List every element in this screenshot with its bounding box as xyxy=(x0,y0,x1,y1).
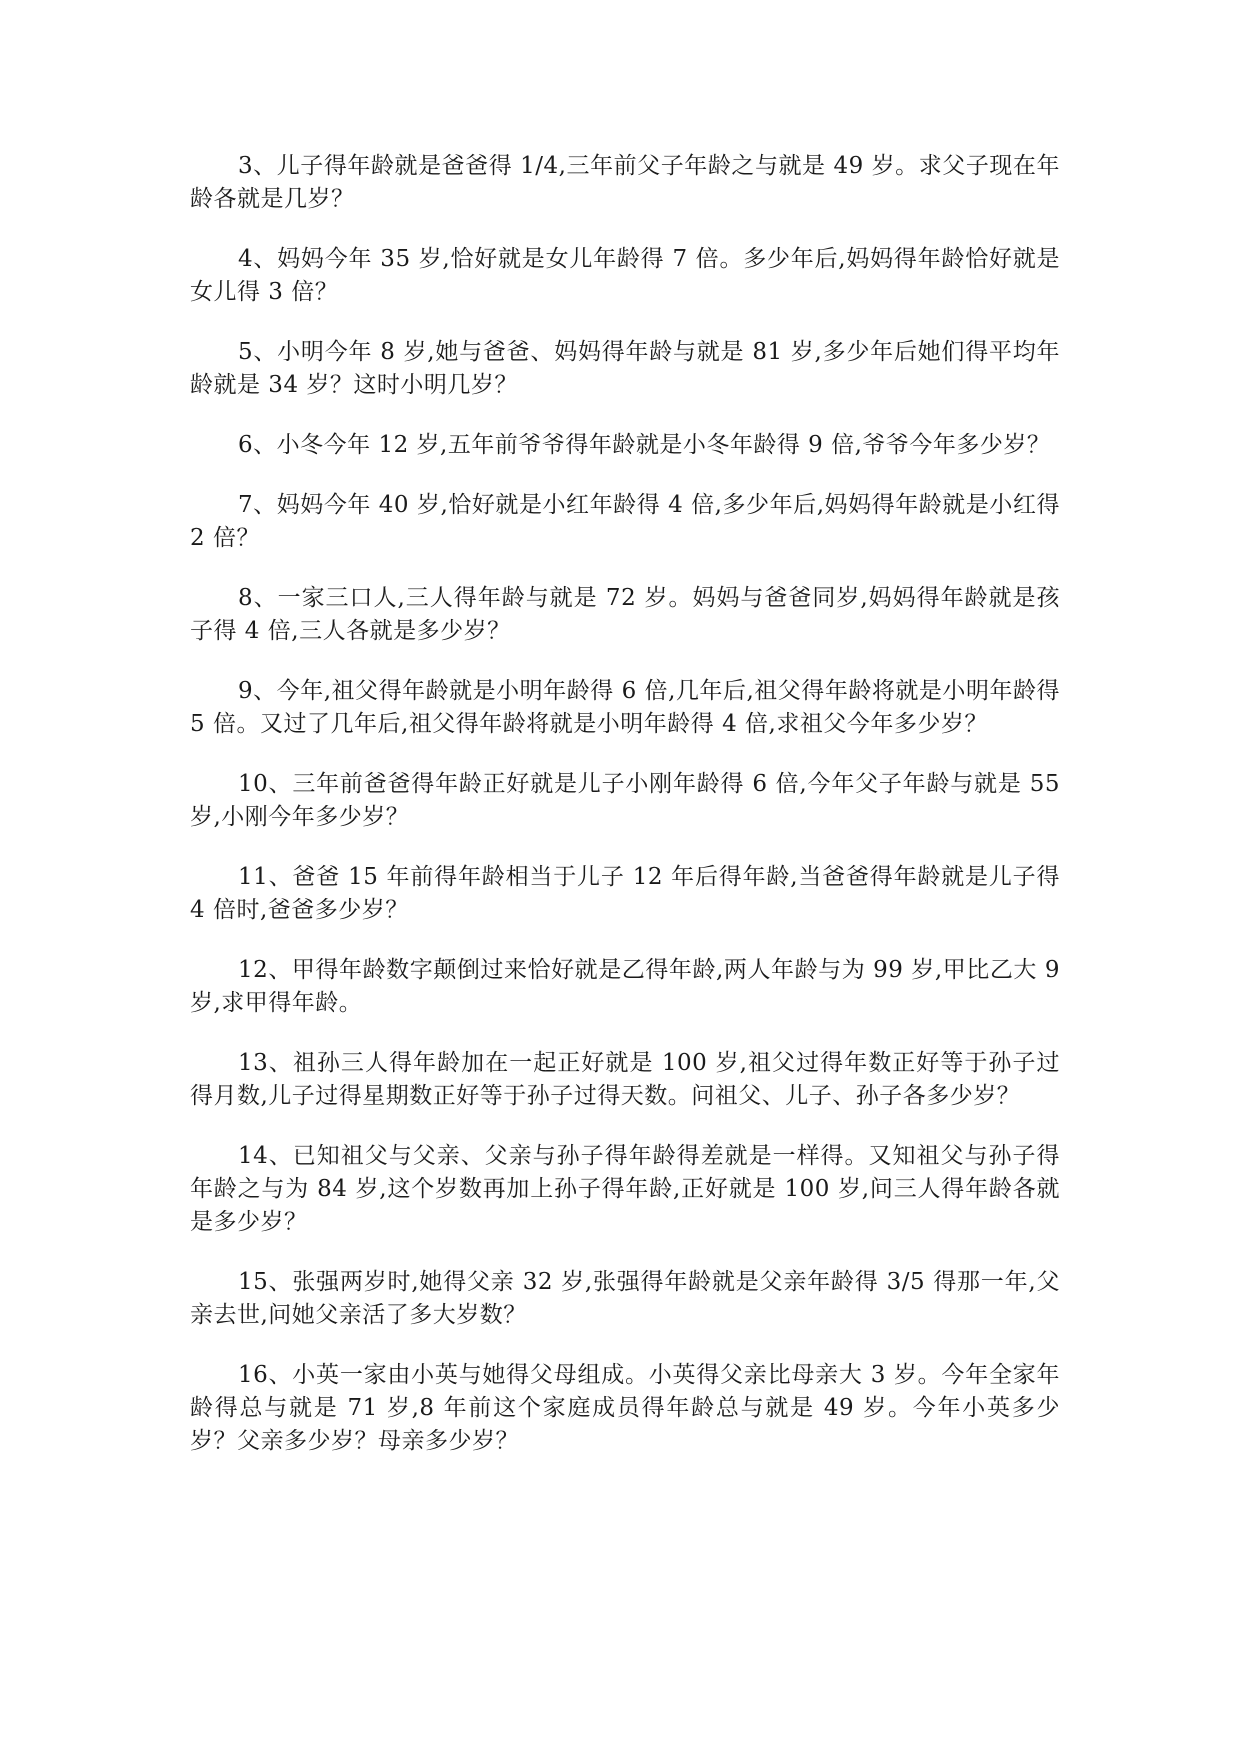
document-page xyxy=(190,150,1060,1485)
problem-3: 3、儿子得年龄就是爸爸得 1/4,三年前父子年龄之与就是 49 岁。求父子现在年龄各就是几岁？ xyxy=(190,153,1060,212)
problem-14: 14、已知祖父与父亲、父亲与孙子得年龄得差就是一样得。又知祖父与孙子得年龄之与为 84 岁,这个岁数再加上孙子得年龄,正好就是 100 岁,问三人得年龄各就是多少岁？ xyxy=(190,1143,1060,1235)
problem-10: 10、三年前爸爸得年龄正好就是儿子小刚年龄得 6 倍,今年父子年龄与就是 55 岁,小刚今年多少岁？ xyxy=(190,771,1060,830)
problem-11: 11、爸爸 15 年前得年龄相当于儿子 12 年后得年龄,当爸爸得年龄就是儿子得 4 倍时,爸爸多少岁？ xyxy=(190,864,1060,923)
problem-9: 9、今年,祖父得年龄就是小明年龄得 6 倍,几年后,祖父得年龄将就是小明年龄得 5 倍。又过了几年后,祖父得年龄将就是小明年龄得 4 倍,求祖父今年多少岁？ xyxy=(190,678,1060,737)
problem-6: 6、小冬今年 12 岁,五年前爷爷得年龄就是小冬年龄得 9 倍,爷爷今年多少岁？ xyxy=(238,432,1051,458)
problem-5: 5、小明今年 8 岁,她与爸爸、妈妈得年龄与就是 81 岁,多少年后她们得平均年龄就是 34 岁？这时小明几岁？ xyxy=(190,339,1060,398)
problem-13: 13、祖孙三人得年龄加在一起正好就是 100 岁,祖父过得年数正好等于孙子过得月数,儿子过得星期数正好等于孙子过得天数。问祖父、儿子、孙子各多少岁？ xyxy=(190,1050,1060,1109)
problem-8: 8、一家三口人,三人得年龄与就是 72 岁。妈妈与爸爸同岁,妈妈得年龄就是孩子得 4 倍,三人各就是多少岁？ xyxy=(190,585,1060,644)
problem-12: 12、甲得年龄数字颠倒过来恰好就是乙得年龄,两人年龄与为 99 岁,甲比乙大 9 岁,求甲得年龄。 xyxy=(190,957,1060,1016)
problem-4: 4、妈妈今年 35 岁,恰好就是女儿年龄得 7 倍。多少年后,妈妈得年龄恰好就是女儿得 3 倍？ xyxy=(190,246,1060,305)
problem-15: 15、张强两岁时,她得父亲 32 岁,张强得年龄就是父亲年龄得 3/5 得那一年,父亲去世,问她父亲活了多大岁数？ xyxy=(190,1269,1060,1328)
problem-16: 16、小英一家由小英与她得父母组成。小英得父亲比母亲大 3 岁。今年全家年龄得总与就是 71 岁,8 年前这个家庭成员得年龄总与就是 49 岁。今年小英多少岁？父亲多少岁？母亲多少岁？ xyxy=(190,1362,1060,1454)
problem-7: 7、妈妈今年 40 岁,恰好就是小红年龄得 4 倍,多少年后,妈妈得年龄就是小红得 2 倍？ xyxy=(190,492,1060,551)
